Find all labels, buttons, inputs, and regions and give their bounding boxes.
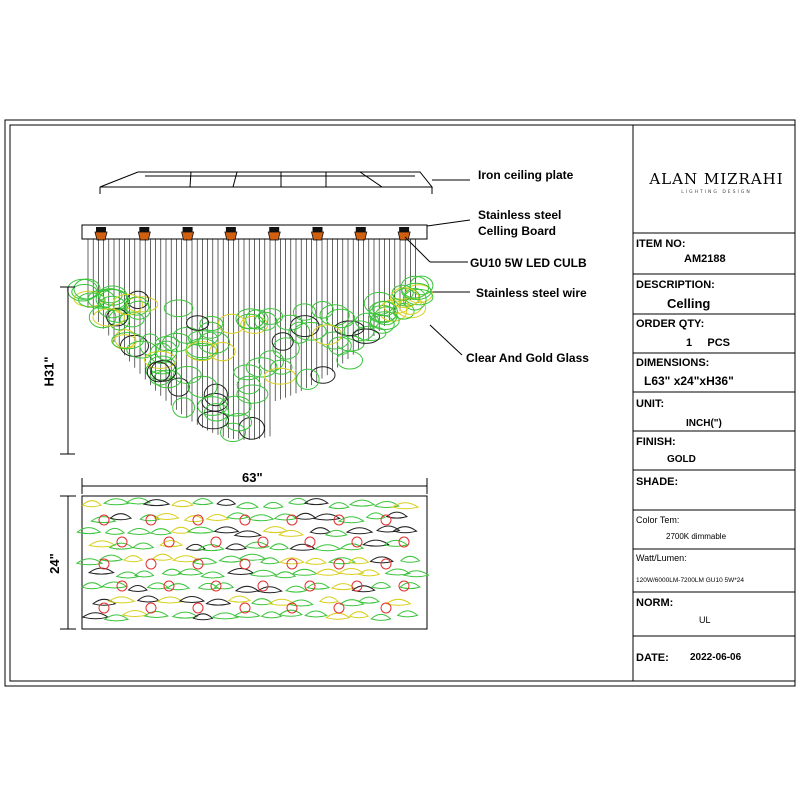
bulb-socket-icon — [146, 603, 156, 613]
glass-disc-icon — [129, 586, 148, 592]
height-dimension — [60, 287, 75, 454]
order-qty-value: 1 PCS — [686, 337, 731, 349]
glass-disc-icon — [264, 502, 283, 508]
glass-disc-icon — [228, 569, 253, 575]
glass-disc-icon — [237, 385, 268, 403]
width-dimension-label: 24" — [46, 553, 62, 574]
bulb-socket-icon — [268, 227, 280, 240]
bulb-socket-icon — [398, 227, 410, 240]
bulb-row — [95, 227, 410, 240]
glass-disc-icon — [251, 570, 276, 576]
glass-disc-icon — [220, 556, 243, 562]
glass-disc-icon — [332, 584, 355, 590]
glass-disc-icon — [315, 545, 340, 551]
glass-disc-icon — [307, 583, 329, 589]
board-label-line1: Stainless steel — [478, 208, 562, 222]
date-value: 2022-06-06 — [690, 652, 742, 663]
glass-disc-icon — [188, 527, 214, 533]
bulb-socket-icon — [334, 515, 344, 525]
glass-disc-icon — [140, 515, 159, 521]
finish-label: FINISH: — [636, 436, 676, 448]
glass-disc-icon — [249, 515, 273, 521]
glass-disc-icon — [320, 597, 338, 603]
glass-disc-icon — [339, 517, 364, 523]
width-dimension — [60, 496, 76, 629]
glass-disc-icon — [77, 559, 102, 565]
bulb-socket-icon — [399, 581, 409, 591]
glass-disc-icon — [347, 528, 372, 534]
bulb-socket-icon — [240, 559, 250, 569]
glass-disc-icon — [392, 503, 418, 509]
glass-disc-icon — [227, 513, 247, 519]
glass-disc-icon — [306, 558, 326, 564]
glass-disc-icon — [326, 613, 349, 619]
glass-disc-icon — [234, 365, 261, 380]
glass-disc-icon — [311, 367, 335, 384]
glass-disc-icon — [293, 569, 317, 575]
bulb-socket-icon — [182, 227, 194, 240]
bulb-socket-icon — [138, 227, 150, 240]
unit-label: UNIT: — [636, 398, 665, 410]
glass-disc-icon — [305, 499, 328, 505]
color-temp-label: Color Tem: — [636, 515, 680, 525]
glass-disc-icon — [77, 528, 100, 534]
height-dimension-label: H31" — [41, 356, 57, 387]
glass-disc-icon — [163, 569, 182, 575]
glass-disc-icon — [164, 300, 193, 317]
bulb-socket-icon — [258, 581, 268, 591]
finish-value: GOLD — [667, 454, 696, 465]
glass-disc-icon — [206, 599, 230, 605]
color-temp-value: 2700K dimmable — [666, 532, 727, 541]
brand-logo: ALAN MIZRAHI — [649, 170, 784, 188]
glass-disc-icon — [124, 556, 142, 562]
glass-disc-icon — [255, 312, 277, 330]
iron-ceiling-plate — [100, 172, 432, 194]
bulb-socket-icon — [334, 603, 344, 613]
glass-leader — [430, 325, 462, 355]
glass-disc-icon — [290, 316, 319, 337]
glass-disc-icon — [155, 514, 179, 520]
glass-disc-icon — [275, 572, 295, 578]
glass-disc-icon — [375, 502, 399, 508]
glass-disc-icon — [229, 596, 250, 602]
glass-disc-icon — [110, 514, 131, 520]
glass-disc-icon — [106, 528, 124, 534]
glass-disc-icon — [350, 500, 374, 506]
glass-disc-icon — [371, 614, 390, 620]
norm-label: NORM: — [636, 597, 674, 609]
glass-disc-icon — [127, 498, 150, 504]
glass-disc-icon — [286, 586, 306, 592]
glass-disc-icon — [367, 513, 385, 519]
dimensions-value: L63" x24"xH36" — [644, 374, 734, 388]
bulb-socket-icon — [381, 603, 391, 613]
glass-disc-icon — [262, 612, 282, 618]
glass-disc-icon — [246, 542, 269, 548]
glass-disc-icon — [310, 528, 330, 534]
order-qty-label: ORDER QTY: — [636, 318, 705, 330]
glass-disc-icon — [133, 543, 153, 549]
bulb-socket-icon — [99, 603, 109, 613]
outer-frame — [5, 120, 795, 686]
glass-disc-icon — [171, 527, 190, 533]
glass-disc-icon — [398, 611, 418, 617]
glass-disc-icon — [167, 584, 189, 590]
glass-disc-icon — [237, 503, 258, 509]
glass-disc-icon — [350, 612, 369, 618]
glass-disc-icon — [401, 556, 420, 562]
bulb-socket-icon — [193, 603, 203, 613]
glass-disc-icon — [109, 597, 135, 603]
bulb-socket-icon — [146, 559, 156, 569]
glass-disc-icon — [82, 501, 101, 507]
board-label-line2: Celling Board — [478, 224, 557, 238]
bulb-socket-icon — [352, 537, 362, 547]
glass-label: Clear And Gold Glass — [466, 351, 589, 365]
item-no-label: ITEM NO: — [636, 238, 686, 250]
description-value: Celling — [667, 296, 711, 311]
glass-disc-icon — [314, 514, 340, 520]
glass-disc-icon — [236, 586, 258, 592]
glass-disc-icon — [217, 499, 235, 505]
glass-disc-icon — [123, 611, 148, 617]
glass-disc-icon — [172, 501, 193, 507]
glass-disc-icon — [337, 351, 363, 369]
glass-disc-icon — [320, 305, 349, 326]
glass-disc-icon — [100, 555, 122, 561]
norm-value: UL — [699, 615, 711, 625]
glass-disc-icon — [226, 544, 246, 550]
board-leader — [427, 220, 470, 226]
glass-disc-icon — [128, 529, 150, 535]
glass-disc-icon — [82, 583, 102, 589]
glass-disc-icon — [296, 513, 315, 519]
bulb-leader — [405, 237, 430, 262]
length-dimension-label: 63" — [242, 470, 263, 485]
glass-disc-icon — [127, 301, 150, 319]
glass-disc-icon — [135, 571, 154, 577]
bulb-socket-icon — [240, 515, 250, 525]
glass-disc-icon — [160, 541, 182, 547]
glass-disc-icon — [157, 597, 182, 603]
glass-disc-icon — [215, 527, 239, 533]
glass-disc-icon — [89, 568, 114, 574]
iron-plate-label: Iron ceiling plate — [478, 168, 574, 182]
dimensions-label: DIMENSIONS: — [636, 357, 710, 369]
glass-disc-icon — [385, 540, 408, 546]
glass-plan-view — [77, 498, 429, 621]
shade-label: SHADE: — [636, 476, 679, 488]
bulb-socket-icon — [117, 537, 127, 547]
bulb-socket-icon — [312, 227, 324, 240]
glass-disc-icon — [305, 611, 326, 617]
unit-value: INCH(") — [686, 418, 722, 429]
glass-disc-icon — [215, 583, 234, 589]
glass-disc-icon — [153, 554, 173, 560]
glass-disc-icon — [173, 398, 195, 417]
bulb-socket-icon — [381, 515, 391, 525]
bulb-socket-icon — [381, 559, 391, 569]
glass-disc-icon — [102, 582, 127, 588]
glass-disc-icon — [359, 597, 379, 603]
glass-disc-icon — [138, 596, 159, 602]
watt-lumen-value: 120W/6000LM-7200LM GU10 5W*24 — [636, 577, 745, 584]
glass-disc-icon — [201, 572, 224, 578]
glass-elevation — [68, 276, 433, 441]
watt-lumen-label: Watt/Lumen: — [636, 553, 687, 563]
glass-disc-icon — [89, 541, 115, 547]
glass-disc-icon — [179, 569, 203, 575]
description-label: DESCRIPTION: — [636, 279, 715, 291]
glass-disc-icon — [400, 583, 420, 589]
glass-disc-icon — [279, 530, 303, 536]
glass-disc-icon — [104, 499, 129, 505]
glass-disc-icon — [270, 544, 288, 550]
glass-disc-icon — [297, 369, 320, 389]
ceiling-board — [82, 225, 427, 239]
item-no-value: AM2188 — [684, 253, 726, 265]
glass-disc-icon — [151, 529, 171, 535]
bulb-socket-icon — [225, 227, 237, 240]
glass-disc-icon — [207, 515, 228, 521]
title-block-rules — [633, 233, 795, 636]
bulb-socket-icon — [355, 227, 367, 240]
glass-disc-icon — [198, 397, 228, 416]
date-label: DATE: — [636, 652, 669, 664]
brand-subtitle: LIGHTING DESIGN — [681, 190, 752, 195]
glass-disc-icon — [316, 569, 339, 575]
bulb-label: GU10 5W LED CULB — [470, 256, 587, 270]
glass-disc-icon — [199, 583, 218, 589]
glass-disc-icon — [180, 597, 204, 603]
bulb-socket-icon — [95, 227, 107, 240]
glass-disc-icon — [173, 612, 198, 618]
glass-disc-icon — [329, 503, 349, 509]
glass-disc-icon — [83, 613, 108, 619]
glass-disc-icon — [258, 587, 282, 593]
glass-disc-icon — [372, 583, 390, 589]
glass-disc-icon — [393, 527, 416, 533]
wire-label: Stainless steel wire — [476, 286, 587, 300]
glass-disc-icon — [193, 499, 213, 505]
glass-disc-icon — [321, 332, 348, 349]
